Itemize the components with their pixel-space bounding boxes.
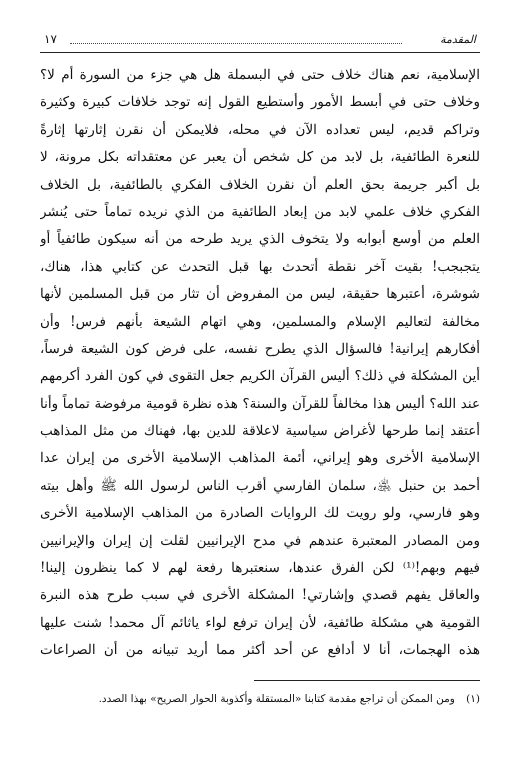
text-line: وهو فارسي، ولو رويت لك الروايات الصادرة من المذاهب الإسلامية الأخرى bbox=[40, 505, 480, 522]
text-line: أحمد بن حنبل ﵁، سلمان الفارسي أقرب الناس لرسول الله ﷺ وأهل بيته bbox=[40, 477, 480, 494]
text-line: العلم من أوسع أبوابه ولا يتخوف الذي يريد طرحه من أنه سيكون طائفياً أو bbox=[40, 231, 480, 248]
text-line: يتجبجب! بقيت آخر نقطة أتحدث بها قبل التحدث عن كتابي هذا، هناك، bbox=[40, 258, 480, 275]
text-line: الإسلامية، نعم هناك خلاف حتى في البسملة هل هي جزء من السورة أم لا؟ bbox=[40, 67, 480, 83]
page-header bbox=[40, 30, 480, 53]
text-line: أفكارهم إيرانية! فالسؤال الذي يطرح نفسه، على فرض كون الشيعة فرساً، bbox=[40, 340, 480, 357]
footnote-text: ومن الممكن أن تراجع مقدمة كتابنا «المستقلة وأكذوبة الحوار الصريح» بهذا الصدد. bbox=[98, 693, 455, 705]
text-line: القومية هي مشكلة طائفية، لأن إيران ترفع لواء ياثائم آل محمد! شنت عليها bbox=[40, 614, 480, 631]
text-line: للنعرة الطائفية، بل لابد من كل شخص أن يعبر عن معتقداته بكل مرونة، لا bbox=[40, 149, 480, 166]
text-line: وتراكم قديم، ليس تعداده الآن في محله، فلايمكن أن نقرن إثارتها إثارةً bbox=[40, 121, 480, 138]
text-line: الفكري خلاف علمي لابد من إبعاد الطائفية من الذي نريده تماماً حتى يُنشر bbox=[40, 203, 480, 220]
text-line: بل أكبر جريمة بحق العلم أن نقرن الخلاف الفكري بالطائفية، بل الخلاف bbox=[40, 176, 480, 193]
footnote-separator bbox=[254, 680, 480, 681]
text-line: شوشرة، أعتبرها حقيقة، ليس من المفروض أن تثار من قبل المسلمين لأنها bbox=[40, 286, 480, 303]
text-line: أين المشكلة في ذلك؟ أليس القرآن الكريم جعل التقوى في كون الفرد أكرمهم bbox=[40, 368, 480, 385]
text-line: هذه الهجمات، أنا لا أدافع عن أحد أكثر مما أريد تبيانه من أن الصراعات bbox=[40, 642, 480, 659]
header-dotted-leader bbox=[70, 43, 402, 44]
text-line: ومن المصادر المعتبرة عندهم في مدح الإيرانيين لقلت إن إيران والإيرانيين bbox=[40, 532, 480, 549]
text-line: عند الله؟ أليس هذا مخالفاً للقرآن والسنة؟ هذه نظرة قومية مرفوضة تماماً وأنا bbox=[40, 395, 480, 412]
section-title: المقدمة bbox=[440, 33, 476, 46]
footnote bbox=[40, 689, 480, 709]
text-line: فيهم وبهم!⁽¹⁾ لكن الفرق عندها، سنعتبرها رفعة لهم لا كما ينظرون إلينا! bbox=[40, 560, 480, 577]
text-line: الإسلامية الأخرى وهو إيراني، أئمة المذاهب الإسلامية الأخرى من إيران عدا bbox=[40, 450, 480, 467]
text-line: مخالفة لتعاليم الإسلام والمسلمين، وهي اتهام الشيعة بأنهم فرس! وأن bbox=[40, 313, 480, 330]
text-line: أعتقد إنما طرحها لأغراض سياسية لاعلاقة للدين بها، فهناك من مثل المذاهب bbox=[40, 423, 480, 440]
body-text bbox=[40, 62, 480, 665]
text-line: وخلاف حتى في أبسط الأمور وأستطيع القول إنه توجد خلافات كبيرة وكثيرة bbox=[40, 94, 480, 111]
page-number: ١٧ bbox=[44, 32, 57, 46]
footnote-number: (١) bbox=[466, 693, 480, 705]
text-line: والعاقل يفهم قصدي وإشارتي! المشكلة الأخرى في سبب طرح هذه النبرة bbox=[40, 587, 480, 604]
